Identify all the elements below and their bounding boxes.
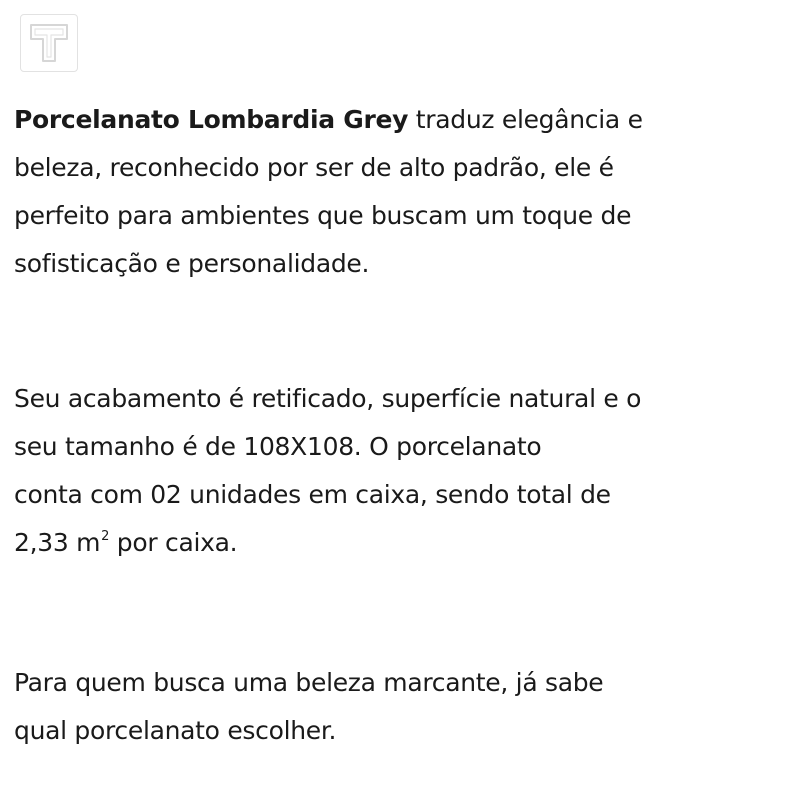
product-name: Porcelanato Lombardia Grey <box>14 105 409 134</box>
paragraph-line: Seu acabamento é retificado, superfície natural e o <box>14 384 642 413</box>
paragraph-line: beleza, reconhecido por ser de alto padrão, ele é <box>14 153 614 182</box>
paragraph-text: traduz elegância e <box>408 105 643 134</box>
brand-logo-icon <box>20 14 78 72</box>
paragraph-line <box>14 96 784 144</box>
paragraph-line <box>14 519 784 567</box>
paragraph-line: qual porcelanato escolher. <box>14 716 337 745</box>
paragraph-line: conta com 02 unidades em caixa, sendo total de <box>14 480 611 509</box>
paragraph-line: Para quem busca uma beleza marcante, já sabe <box>14 668 604 697</box>
paragraph-line: perfeito para ambientes que buscam um toque de <box>14 201 632 230</box>
paragraph-line: seu tamanho é de 108X108. O porcelanato <box>14 432 542 461</box>
paragraph-line: sofisticação e personalidade. <box>14 249 370 278</box>
description-paragraph-closing <box>14 659 784 755</box>
description-paragraph-intro <box>14 96 784 288</box>
description-paragraph-specs <box>14 375 784 567</box>
area-unit-exponent: 2 <box>101 529 110 544</box>
area-value: 2,33 m <box>14 528 101 557</box>
paragraph-text: por caixa. <box>109 528 238 557</box>
